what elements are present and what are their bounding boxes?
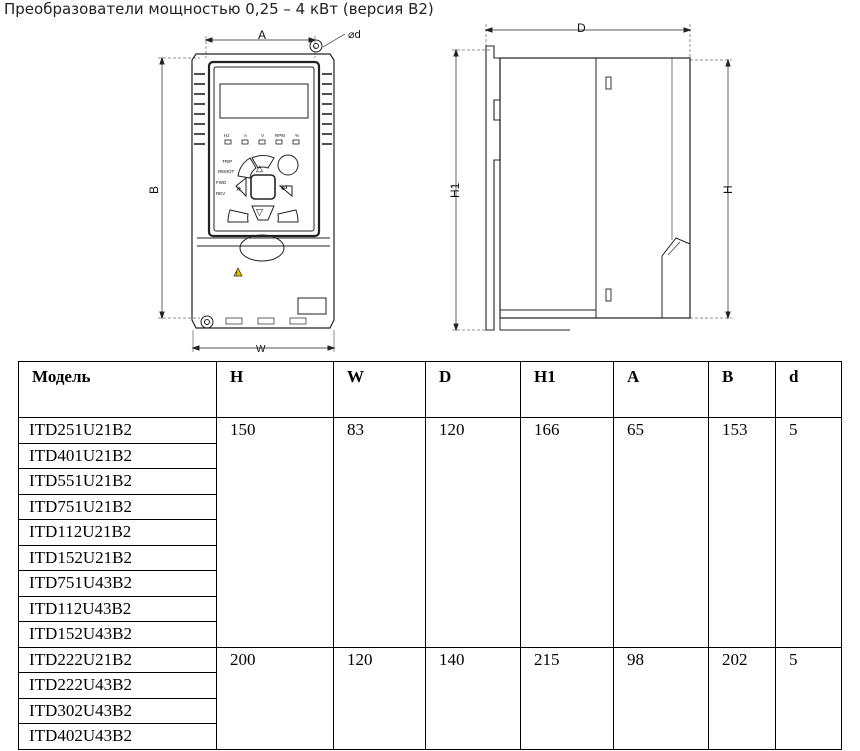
table-header-row [19,362,842,418]
led-label-v: V [261,133,265,138]
h-cell: 150 [217,418,334,648]
d-diameter-cell: 5 [776,418,842,648]
header-b: B [709,362,776,418]
status-label-rev: REV [216,191,226,196]
header-w: W [334,362,426,418]
w-cell: 83 [334,418,426,648]
a-cell: 65 [614,418,709,648]
status-label-trip: TRIP [222,159,233,164]
side-view [452,24,732,330]
b-cell: 202 [709,647,776,749]
dimension-drawing [0,18,860,354]
header-model: Модель [19,362,217,418]
dim-label-b: B [147,185,161,194]
model-cell: ITD402U43B2 [19,724,217,750]
table-row [19,647,842,673]
model-cell: ITD401U21B2 [19,443,217,469]
h-cell: 200 [217,647,334,749]
model-cell: ITD251U21B2 [19,418,217,444]
model-cell: ITD551U21B2 [19,469,217,495]
drawing-svg [0,18,860,354]
model-cell: ITD112U21B2 [19,520,217,546]
model-cell: ITD112U43B2 [19,596,217,622]
dim-label-d-diameter: ⌀d [348,29,361,41]
b-cell: 153 [709,418,776,648]
front-view [158,34,345,352]
led-label-hz: Hz [224,133,230,138]
status-label-fwd: FWD [216,180,227,185]
enter-icon: ↵ [281,183,289,193]
page-title: Преобразователи мощностью 0,25 – 4 кВт (версия B2) [4,0,434,18]
led-label-rpm: RPM [275,133,285,138]
dim-label-depth: D [577,21,586,35]
dim-label-w: W [256,344,266,354]
dimensions-table [18,361,842,750]
shift-icon: » [236,183,242,193]
model-cell: ITD152U21B2 [19,545,217,571]
table-row [19,418,842,444]
a-cell: 98 [614,647,709,749]
header-d-diameter: d [776,362,842,418]
model-cell: ITD751U21B2 [19,494,217,520]
header-d: D [426,362,521,418]
warning-icon: ! [236,272,238,278]
dim-label-h1: H1 [448,182,462,198]
h1-cell: 166 [521,418,614,648]
dim-label-h: H [721,185,735,194]
model-cell: ITD302U43B2 [19,698,217,724]
header-h1: H1 [521,362,614,418]
header-a: A [614,362,709,418]
model-cell: ITD222U21B2 [19,647,217,673]
d-diameter-cell: 5 [776,647,842,749]
model-cell: ITD152U43B2 [19,622,217,648]
down-arrow-icon: ▽ [256,207,263,217]
model-cell: ITD751U43B2 [19,571,217,597]
h1-cell: 215 [521,647,614,749]
led-label-a: A [244,133,248,138]
d-cell: 140 [426,647,521,749]
up-arrow-icon: △ [256,163,263,173]
header-h: H [217,362,334,418]
model-cell: ITD222U43B2 [19,673,217,699]
w-cell: 120 [334,647,426,749]
d-cell: 120 [426,418,521,648]
dim-label-a: A [258,28,267,42]
led-label-percent: % [295,133,300,138]
status-label-remot: REMOT [218,169,235,174]
